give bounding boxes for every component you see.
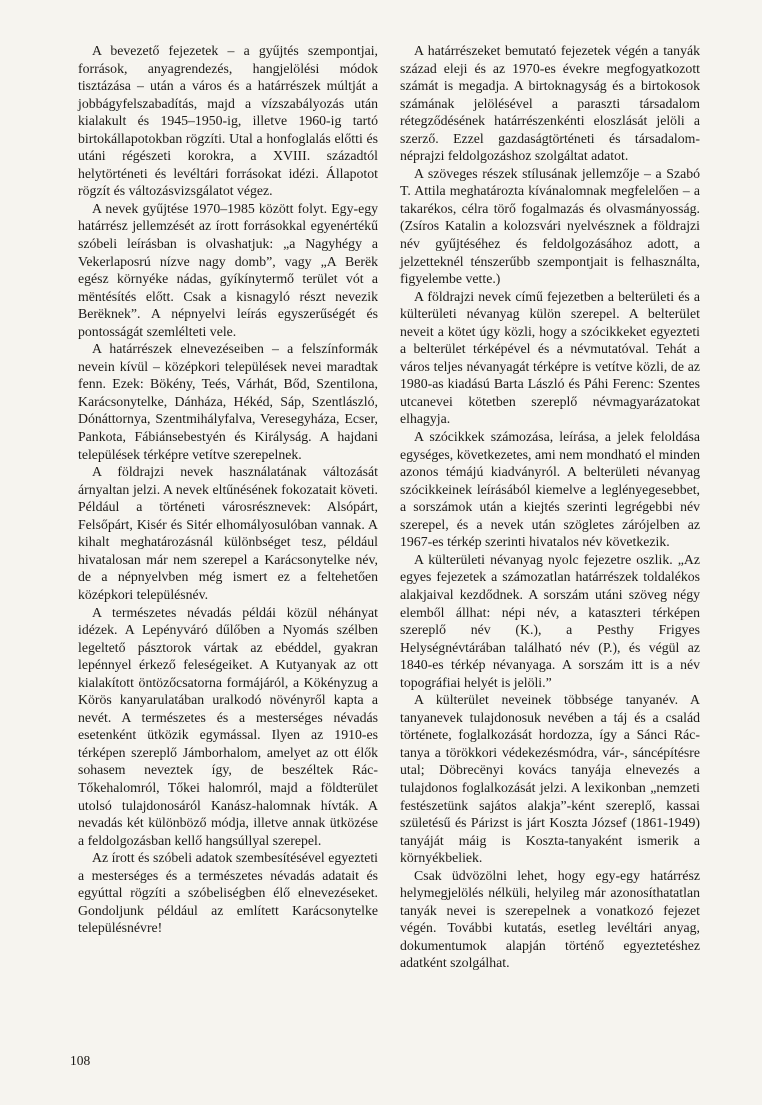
page-number: 108: [70, 1053, 91, 1068]
paragraph: A természetes névadás példái közül néhányat idézek. A Lepényváró dűlőben a Nyomás szélben legeltető pásztorok vártak az ebéddel, gyakran lepénnyel érkező feleségeiket. A Kutyanyak az ott kialakított öntözőcsatorna formájáról, a Kökényzug a Körös kanyarulatában uralkodó növényről kapta a nevét. A természetes és a mesterséges névadás esetenként ütközik egymással. Ilyen az 1910-es térképen szereplő Jámborhalom, amelyet az ott élők sohasem neveztek így, de beszéltek Rác-Tőkehalomról, Tőkei halomról, majd a földterület utolsó tulajdonosáról Kanász-halomnak hívták. A nevadás két különböző módja, illetve annak ütközése a feldolgozásban kellő hangsúllyal szerepel.: [78, 604, 378, 848]
right-column: [400, 42, 700, 972]
paragraph: A bevezető fejezetek – a gyűjtés szempontjai, források, anyagrendezés, hangjelölési módok tisztázása – után a város és a határrészek múltját a jobbágyfelszabadítás, majd a vízszabályozás után kialakult és 1945–1950-ig, illetve 1960-ig tartó birtokállapotokban rögzíti. Utal a honfoglalás előtti és utáni régészeti korokra, a XVIII. századtól helytörténeti és levéltári forrásokat idézi. Állapotot rögzít és változásvizsgálatot végez.: [78, 43, 378, 199]
paragraph: A határrészeket bemutató fejezetek végén a tanyák század eleji és az 1970-es évekre megfogyatkozott számát is megadja. A birtoknagyság és a birtokosok számának jelölésével a paraszti társadalom rétegződésének határrészenkénti eloszlását jelöli a szerző. Ezzel gazdaságtörténeti és társadalom-néprajzi feldolgozáshoz szolgáltat adatot.: [400, 43, 700, 164]
paragraph: A külterület neveinek többsége tanyanév. A tanyanevek tulajdonosuk nevében a táj és a család története, foglalkozását hordozza, így a Sánci Rác-tanya a törökkori védekezésmódra, vár-, sáncépítésre utal; Döbrecënyi kovács tanyája elnevezés a tulajdonos foglalkozását jelzi. A lexikonban „nemzeti festészetünk sajátos alakja”-ként szereplő, kassai születésű és Párizst is járt Koszta József (1861-1949) tanyáját máig is Koszta-tanyaként ismerik a környékbeliek.: [400, 692, 700, 866]
paragraph: A földrajzi nevek című fejezetben a belterületi és a külterületi névanyag külön szerepel. A belterület neveit a kötet úgy közli, hogy a szócikkeket egyezteti a belterület térképével és a névmutatóval. Tehát a város teljes névanyagát térképre is vetítve közli, de az 1980-as kiadású Barta László és Páhi Ferenc: Szentes utcanevei kötetben szereplő névmagyarázatokat elhagyja.: [400, 288, 700, 427]
paragraph: A külterületi névanyag nyolc fejezetre oszlik. „Az egyes fejezetek a számozatlan határrészek toldalékos alakjaival kezdődnek. A sorszám utáni szöveg négy elemből állhat: népi név, a kataszteri térképen szereplő név (K.), a Pesthy Frigyes Helységnévtárában található név (P.), és végül az 1840-es térkép névanyaga. A sorszám itt is a név topográfiai helyét is jelöli.”: [400, 551, 700, 690]
paragraph: A szöveges részek stílusának jellemzője – a Szabó T. Attila meghatározta kívánalomnak megfelelően – a takarékos, célra törő fogalmazás és olvasmányosság. (Zsíros Katalin a kolozsvári nyelvésznek a földrajzi név gyűjtéséhez és feldolgozásához adott, a jelzetteknél ténszerűbb szempontjait is felhasználta, figyelembe vette.): [400, 165, 700, 287]
paragraph: A határrészek elnevezéseiben – a felszínformák nevein kívül – középkori települések nevei maradtak fenn. Ezek: Bökény, Teés, Várhát, Bőd, Szentilona, Karácsonytelke, Dánháza, Hékéd, Sáp, Szentlászló, Dónáttornya, Szentmihályfalva, Veresegyháza, Ecser, Pankota, Fábiánsebestyén és Királyság. A hajdani települések térképre vetítve szerepelnek.: [78, 341, 378, 462]
paragraph: A nevek gyűjtése 1970–1985 között folyt. Egy-egy határrész jellemzését az írott forrásokkal egyenértékű szóbeli leírásban is olvashatjuk: „a Nagyhégy a Vekerlaposrú nízve nagy domb”, vagy „A Berëk egész környéke nádas, gyíkínytermő terület vót a mëntésítés előtt. Csak a kisnagyló részt nevezik Berëknek”. A népnyelvi leírás egyszerűségét és pontosságát szemlélteti vele.: [78, 200, 378, 339]
paragraph: A földrajzi nevek használatának változását árnyaltan jelzi. A nevek eltűnésének fokozatait követi. Például a történeti városrésznevek: Alsópárt, Felsőpárt, Kisér és Sitér elhomályosulóban vannak. A kihalt meghatározásnál különbséget tesz, például hivatalosan már nem szerepel a Karácsonytelke név, de a népnyelvben még ismert ez a feltehetően középkori településnév.: [78, 464, 378, 602]
paragraph: A szócikkek számozása, leírása, a jelek feloldása egységes, következetes, ami nem mondható el minden azonos témájú kiadványról. A belterületi névanyag szócikkeinek leírásából kiemelve a leglényegesebbet, a sorszámok után a kiejtés szerinti legrégebbi név szerepel, és a nevek után szögletes zárójelben az 1967-es térkép szerinti hivatalos név következik.: [400, 429, 700, 550]
left-column: [78, 42, 378, 937]
paragraph: Az írott és szóbeli adatok szembesítésével egyezteti a mesterséges és a természetes névadás adatait és egyúttal rögzíti a szóbeliségben élő elnevezéseket. Gondoljunk például az említett Karácsonytelke településnévre!: [78, 850, 378, 936]
paragraph: Csak üdvözölni lehet, hogy egy-egy határrész helymegjelölés nélküli, helyileg már azonosíthatatlan tanyák nevei is szerepelnek a vonatkozó fejezet végén. További kutatás, esetleg levéltári anyag, dokumentumok alapján történő egyeztetéshez adatként szolgálhat.: [400, 867, 700, 971]
